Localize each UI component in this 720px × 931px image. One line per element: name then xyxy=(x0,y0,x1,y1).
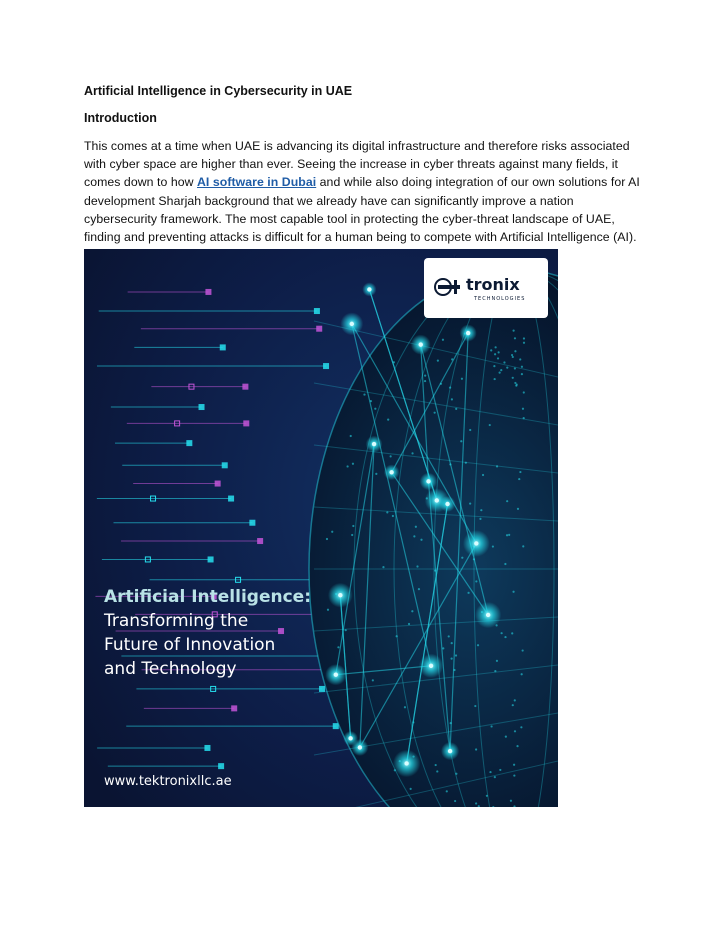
network-node xyxy=(389,470,393,474)
tektronix-logo xyxy=(424,258,548,318)
network-dot xyxy=(494,353,496,355)
circuit-node xyxy=(231,705,237,711)
network-dot xyxy=(490,349,492,351)
circuit-node xyxy=(257,538,263,544)
banner-headline-line-2: Future of Innovation xyxy=(104,635,276,655)
document-title: Artificial Intelligence in Cybersecurity in UAE xyxy=(84,84,353,98)
network-dot xyxy=(415,526,417,528)
network-node xyxy=(445,502,449,506)
banner-headline-accent: Artificial Intelligence: xyxy=(104,587,311,607)
network-node xyxy=(367,287,371,291)
network-dot xyxy=(461,378,463,380)
network-dot xyxy=(477,644,479,646)
network-dot xyxy=(387,419,389,421)
paragraph-text-end: and while also doing integration of our own solutions for AI development Sharjah background that we already have can significantly improve a nation cybersecurity framework. The most capable tool in protecting the cyber-threat landscape of UAE, finding and preventing attacks is difficult for a human being to compete with Artificial Intelligence (AI). xyxy=(84,175,640,245)
network-dot xyxy=(494,378,496,380)
network-dot xyxy=(454,800,456,802)
network-dot xyxy=(455,408,457,410)
network-dot xyxy=(511,632,513,634)
network-dot xyxy=(451,642,453,644)
network-dot xyxy=(350,435,352,437)
network-dot xyxy=(345,629,347,631)
circuit-node xyxy=(314,308,320,314)
network-dot xyxy=(442,647,444,649)
circuit-node xyxy=(278,628,284,634)
network-dot xyxy=(331,531,333,533)
network-dot xyxy=(437,359,439,361)
circuit-node xyxy=(186,440,192,446)
network-node xyxy=(372,442,376,446)
network-dot xyxy=(435,764,437,766)
network-dot xyxy=(498,351,500,353)
network-dot xyxy=(467,592,469,594)
circuit-node xyxy=(319,686,325,692)
network-dot xyxy=(382,566,384,568)
network-node xyxy=(348,736,352,740)
network-dot xyxy=(465,462,467,464)
article-banner-image xyxy=(84,249,558,807)
network-dot xyxy=(497,357,499,359)
network-dot xyxy=(489,771,491,773)
banner-headline-line-1: Transforming the xyxy=(104,611,249,631)
network-dot xyxy=(413,535,415,537)
network-dot xyxy=(450,722,452,724)
network-dot xyxy=(446,790,448,792)
network-dot xyxy=(363,393,365,395)
network-dot xyxy=(496,660,498,662)
network-dot xyxy=(521,673,523,675)
network-dot xyxy=(496,465,498,467)
circuit-node xyxy=(249,520,255,526)
network-dot xyxy=(489,424,491,426)
logo-wordmark: tronix xyxy=(466,275,520,294)
network-dot xyxy=(516,383,518,385)
network-dot xyxy=(512,704,514,706)
circuit-node xyxy=(220,344,226,350)
circuit-node xyxy=(323,363,329,369)
circuit-node xyxy=(204,745,210,751)
network-dot xyxy=(412,721,414,723)
network-node xyxy=(474,541,478,545)
network-dot xyxy=(374,408,376,410)
network-dot xyxy=(512,356,514,358)
network-node xyxy=(448,749,452,753)
network-dot xyxy=(516,745,518,747)
network-dot xyxy=(493,365,495,367)
circuit-node xyxy=(218,763,224,769)
network-dot xyxy=(469,502,471,504)
network-node xyxy=(358,745,362,749)
network-dot xyxy=(448,635,450,637)
network-dot xyxy=(511,354,513,356)
network-dot xyxy=(522,545,524,547)
network-dot xyxy=(475,580,477,582)
circuit-node xyxy=(243,420,249,426)
network-dot xyxy=(499,769,501,771)
network-dot xyxy=(480,509,482,511)
network-dot xyxy=(521,373,523,375)
network-dot xyxy=(393,361,395,363)
circuit-node xyxy=(208,556,214,562)
network-dot xyxy=(523,342,525,344)
banner-website-url: www.tektronixllc.ae xyxy=(104,774,232,789)
network-dot xyxy=(521,366,523,368)
network-dot xyxy=(510,800,512,802)
network-dot xyxy=(408,623,410,625)
network-node xyxy=(334,673,338,677)
network-dot xyxy=(482,474,484,476)
network-dot xyxy=(500,369,502,371)
network-dot xyxy=(514,337,516,339)
network-dot xyxy=(390,455,392,457)
network-dot xyxy=(411,610,413,612)
circuit-node xyxy=(242,384,248,390)
network-dot xyxy=(506,534,508,536)
network-dot xyxy=(424,380,426,382)
network-dot xyxy=(434,569,436,571)
intro-paragraph xyxy=(84,137,644,246)
network-dot xyxy=(474,705,476,707)
network-dot xyxy=(523,417,525,419)
network-dot xyxy=(492,545,494,547)
network-dot xyxy=(392,515,394,517)
circuit-node xyxy=(222,462,228,468)
network-node xyxy=(338,593,342,597)
paragraph-text-start: This comes at a time when UAE is advancing its digital infrastructure and therefore risks associated with cyber space are higher than ever. Seeing the increase in cyber threats against many fields, it comes down to how xyxy=(84,139,630,190)
network-dot xyxy=(451,358,453,360)
network-dot xyxy=(453,669,455,671)
network-dot xyxy=(436,770,438,772)
network-dot xyxy=(411,452,413,454)
circuit-node xyxy=(228,496,234,502)
network-dot xyxy=(505,736,507,738)
network-dot xyxy=(494,670,496,672)
network-dot xyxy=(326,538,328,540)
network-dot xyxy=(522,649,524,651)
network-dot xyxy=(420,539,422,541)
network-dot xyxy=(504,563,506,565)
network-dot xyxy=(440,383,442,385)
network-dot xyxy=(518,478,520,480)
network-dot xyxy=(520,726,522,728)
network-dot xyxy=(517,508,519,510)
network-dot xyxy=(469,429,471,431)
network-dot xyxy=(449,463,451,465)
network-dot xyxy=(410,788,412,790)
network-dot xyxy=(512,377,514,379)
circuit-node xyxy=(199,404,205,410)
network-dot xyxy=(503,361,505,363)
network-node xyxy=(435,498,439,502)
network-dot xyxy=(479,518,481,520)
network-dot xyxy=(519,358,521,360)
network-dot xyxy=(504,636,506,638)
network-dot xyxy=(522,408,524,410)
network-dot xyxy=(346,465,348,467)
network-dot xyxy=(506,366,508,368)
network-dot xyxy=(455,773,457,775)
network-dot xyxy=(519,471,521,473)
circuit-node xyxy=(215,481,221,487)
tek-logo-mark-icon xyxy=(434,278,464,296)
network-dot xyxy=(523,337,525,339)
network-dot xyxy=(451,658,453,660)
network-dot xyxy=(442,339,444,341)
circuit-node xyxy=(205,289,211,295)
network-dot xyxy=(434,412,436,414)
network-dot xyxy=(351,534,353,536)
network-dot xyxy=(494,776,496,778)
network-dot xyxy=(424,375,426,377)
ai-software-dubai-link[interactable]: AI software in Dubai xyxy=(197,175,317,190)
network-dot xyxy=(508,534,510,536)
network-dot xyxy=(449,387,451,389)
network-node xyxy=(426,479,430,483)
network-dot xyxy=(337,646,339,648)
network-dot xyxy=(404,706,406,708)
network-dot xyxy=(372,679,374,681)
network-dot xyxy=(514,367,516,369)
network-node xyxy=(404,761,408,765)
network-dot xyxy=(416,565,418,567)
network-dot xyxy=(451,398,453,400)
network-dot xyxy=(475,802,477,804)
network-dot xyxy=(473,558,475,560)
network-node xyxy=(419,342,423,346)
network-dot xyxy=(506,500,508,502)
network-dot xyxy=(513,330,515,332)
network-dot xyxy=(327,609,329,611)
network-dot xyxy=(486,795,488,797)
network-node xyxy=(429,664,433,668)
network-dot xyxy=(501,632,503,634)
network-node xyxy=(350,322,354,326)
network-dot xyxy=(495,346,497,348)
network-dot xyxy=(352,525,354,527)
network-dot xyxy=(375,473,377,475)
network-dot xyxy=(475,748,477,750)
network-dot xyxy=(514,350,516,352)
logo-subtitle: TECHNOLOGIES xyxy=(474,296,526,302)
network-dot xyxy=(514,730,516,732)
network-dot xyxy=(490,725,492,727)
network-dot xyxy=(513,764,515,766)
network-node xyxy=(486,613,490,617)
network-dot xyxy=(460,440,462,442)
network-dot xyxy=(523,391,525,393)
banner-headline-line-3: and Technology xyxy=(104,659,237,679)
network-node xyxy=(466,331,470,335)
network-dot xyxy=(461,557,463,559)
network-dot xyxy=(396,635,398,637)
network-dot xyxy=(418,588,420,590)
network-dot xyxy=(499,372,501,374)
network-dot xyxy=(352,463,354,465)
network-dot xyxy=(512,591,514,593)
network-dot xyxy=(513,774,515,776)
network-dot xyxy=(370,400,372,402)
network-dot xyxy=(514,699,516,701)
section-heading-introduction: Introduction xyxy=(84,111,157,125)
network-dot xyxy=(386,511,388,513)
circuit-node xyxy=(316,326,322,332)
banner-network-graphic xyxy=(84,249,558,807)
network-dot xyxy=(455,654,457,656)
